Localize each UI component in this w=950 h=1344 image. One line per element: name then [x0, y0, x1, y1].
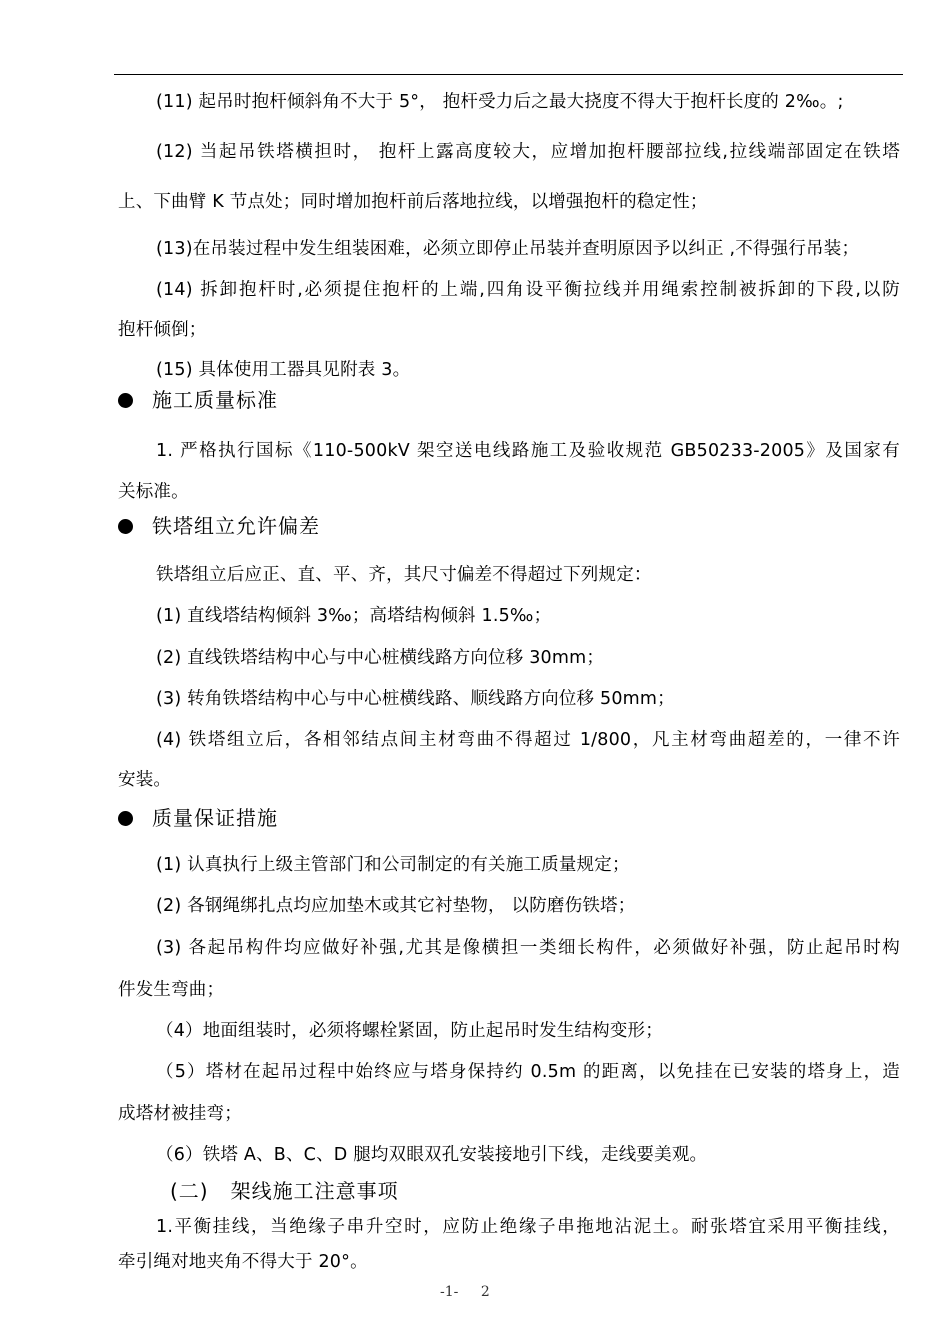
- bullet-icon: [118, 519, 133, 534]
- measures-item-5-line1: （5）塔材在起吊过程中始终应与塔身保持约 0.5m 的距离，以免挂在已安装的塔身上，造: [156, 1062, 900, 1082]
- item-12-line2: 上、下曲臂 K 节点处；同时增加抱杆前后落地拉线，以增强抱杆的稳定性；: [118, 192, 708, 212]
- measures-item-4: （4）地面组装时，必须将螺栓紧固，防止起吊时发生结构变形；: [156, 1021, 663, 1041]
- quality-standard-line1: 1. 严格执行国标《110-500kV 架空送电线路施工及验收规范 GB50233-2005》及国家有: [156, 441, 900, 461]
- item-11: (11) 起吊时抱杆倾斜角不大于 5°， 抱杆受力后之最大挠度不得大于抱杆长度的 2‰。;: [156, 92, 844, 112]
- page-number: 2: [480, 1284, 490, 1300]
- tolerance-item-3: (3) 转角铁塔结构中心与中心桩横线路、顺线路方向位移 50mm；: [156, 689, 675, 709]
- tolerance-item-1: (1) 直线塔结构倾斜 3‰；高塔结构倾斜 1.5‰；: [156, 606, 552, 626]
- tolerance-item-4-line1: (4) 铁塔组立后，各相邻结点间主材弯曲不得超过 1/800，凡主材弯曲超差的，一律不许: [156, 730, 900, 750]
- tolerance-item-4-line2: 安装。: [118, 770, 172, 790]
- header-rule: [114, 74, 903, 75]
- item-14-line2: 抱杆倾倒；: [118, 320, 207, 340]
- item-12-line1: (12) 当起吊铁塔横担时， 抱杆上露高度较大，应增加抱杆腰部拉线,拉线端部固定在铁塔: [156, 142, 900, 162]
- stringing-line2: 牵引绳对地夹角不得大于 20°。: [118, 1252, 368, 1272]
- section-number: (二): [170, 1179, 209, 1203]
- page-footer: [440, 1284, 490, 1300]
- page-marker: -1-: [440, 1284, 459, 1300]
- tolerance-intro: 铁塔组立后应正、直、平、齐，其尺寸偏差不得超过下列规定：: [156, 565, 652, 585]
- measures-item-2: (2) 各钢绳绑扎点均应加垫木或其它衬垫物， 以防磨伤铁塔；: [156, 896, 636, 916]
- item-13: (13)在吊装过程中发生组装困难，必须立即停止吊装并查明原因予以纠正 ,不得强行吊装；: [156, 239, 860, 259]
- heading-quality-standard: 施工质量标准: [152, 388, 278, 412]
- heading-tolerance: 铁塔组立允许偏差: [152, 514, 320, 538]
- item-14-line1: (14) 拆卸抱杆时,必须提住抱杆的上端,四角设平衡拉线并用绳索控制被拆卸的下段,以防: [156, 280, 900, 300]
- bullet-icon: [118, 811, 133, 826]
- measures-item-5-line2: 成塔材被挂弯；: [118, 1104, 242, 1124]
- measures-item-1: (1) 认真执行上级主管部门和公司制定的有关施工质量规定；: [156, 855, 630, 875]
- section-heading-stringing: [170, 1175, 399, 1204]
- measures-item-3-line1: (3) 各起吊构件均应做好补强,尤其是像横担一类细长构件，必须做好补强，防止起吊时构: [156, 938, 900, 958]
- stringing-line1: 1.平衡挂线，当绝缘子串升空时，应防止绝缘子串拖地沾泥土。耐张塔宜采用平衡挂线，: [156, 1217, 900, 1237]
- tolerance-item-2: (2) 直线铁塔结构中心与中心桩横线路方向位移 30mm；: [156, 648, 605, 668]
- bullet-icon: [118, 393, 133, 408]
- heading-quality-measures: 质量保证措施: [152, 806, 278, 830]
- item-15: (15) 具体使用工器具见附表 3。: [156, 360, 411, 380]
- quality-standard-line2: 关标准。: [118, 482, 189, 502]
- section-title: 架线施工注意事项: [230, 1179, 399, 1203]
- measures-item-3-line2: 件发生弯曲；: [118, 980, 225, 1000]
- measures-item-6: （6）铁塔 A、B、C、D 腿均双眼双孔安装接地引下线，走线要美观。: [156, 1145, 708, 1165]
